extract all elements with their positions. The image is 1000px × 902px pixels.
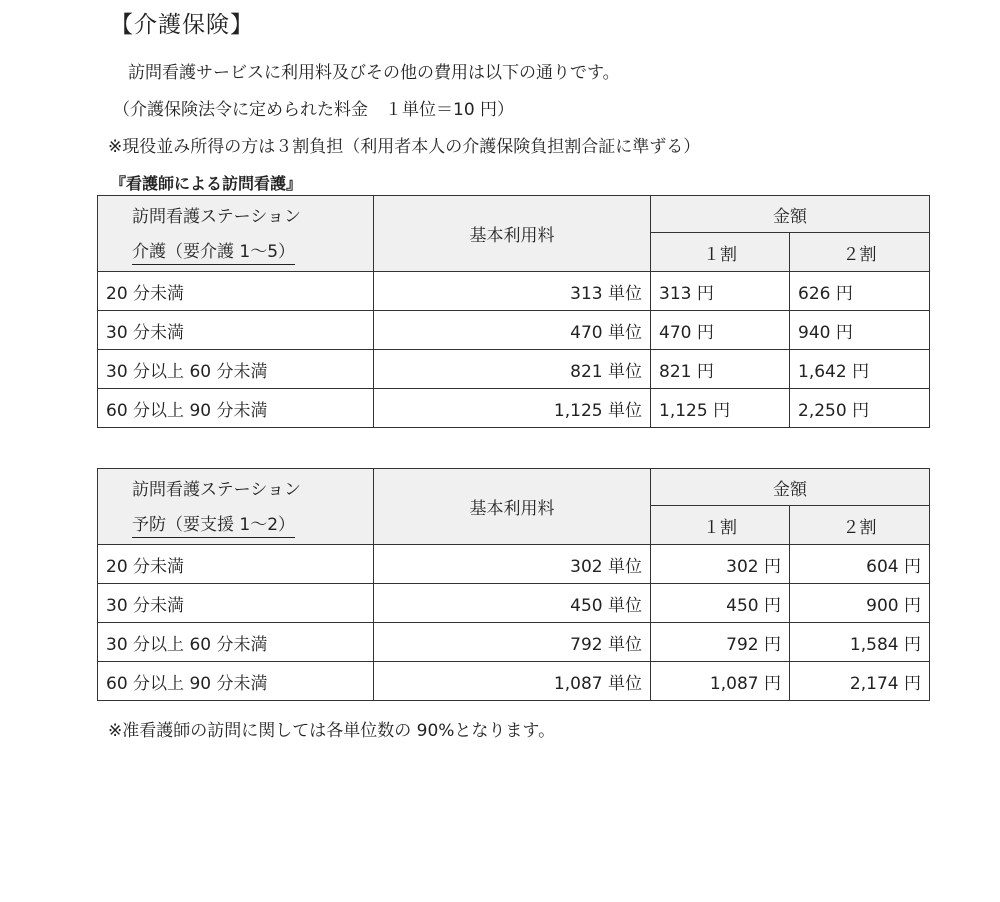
row-label: 20 分未満 xyxy=(98,272,374,311)
station-name: 訪問看護ステーション xyxy=(132,480,301,500)
row-units: 821 単位 xyxy=(374,350,651,389)
table-row xyxy=(98,311,930,350)
row-pct1: 821 円 xyxy=(651,350,790,389)
table-row xyxy=(98,545,930,584)
row-pct1: 1,125 円 xyxy=(651,389,790,428)
row-units: 1,087 単位 xyxy=(374,662,651,701)
row-label: 60 分以上 90 分未満 xyxy=(98,662,374,701)
table-row xyxy=(98,662,930,701)
pct1-header: １割 xyxy=(651,506,790,545)
row-label: 20 分未満 xyxy=(98,545,374,584)
row-units: 450 単位 xyxy=(374,584,651,623)
row-units: 313 単位 xyxy=(374,272,651,311)
pct2-header: ２割 xyxy=(790,233,930,272)
table-row xyxy=(98,623,930,662)
row-label: 30 分以上 60 分未満 xyxy=(98,350,374,389)
prevention-category: 予防（要支援 1～2） xyxy=(132,510,295,538)
row-label: 30 分未満 xyxy=(98,584,374,623)
row-pct2: 1,642 円 xyxy=(790,350,930,389)
pct1-header: １割 xyxy=(651,233,790,272)
row-pct2: 604 円 xyxy=(790,545,930,584)
basic-fee-header: 基本利用料 xyxy=(374,196,651,272)
table-row xyxy=(98,584,930,623)
row-units: 792 単位 xyxy=(374,623,651,662)
footnote: ※准看護師の訪問に関しては各単位数の 90%となります。 xyxy=(108,721,556,741)
table-row xyxy=(98,350,930,389)
section-title: 【介護保険】 xyxy=(110,12,254,38)
basic-fee-header: 基本利用料 xyxy=(374,469,651,545)
row-pct1: 470 円 xyxy=(651,311,790,350)
fee-table-care xyxy=(97,195,930,428)
amount-header: 金額 xyxy=(651,196,930,233)
row-pct2: 2,250 円 xyxy=(790,389,930,428)
fee-table-prevention xyxy=(97,468,930,701)
row-pct2: 1,584 円 xyxy=(790,623,930,662)
row-units: 470 単位 xyxy=(374,311,651,350)
table-row xyxy=(98,272,930,311)
care-category: 介護（要介護 1～5） xyxy=(132,237,295,265)
row-pct2: 900 円 xyxy=(790,584,930,623)
row-units: 302 単位 xyxy=(374,545,651,584)
row-label: 30 分未満 xyxy=(98,311,374,350)
station-header xyxy=(98,469,374,545)
intro-line-copay: ※現役並み所得の方は３割負担（利用者本人の介護保険負担割合証に準ずる） xyxy=(108,137,701,157)
row-label: 60 分以上 90 分未満 xyxy=(98,389,374,428)
station-header xyxy=(98,196,374,272)
sub-heading: 『看護師による訪問看護』 xyxy=(110,174,303,193)
row-pct2: 940 円 xyxy=(790,311,930,350)
table-row xyxy=(98,389,930,428)
row-pct1: 1,087 円 xyxy=(651,662,790,701)
intro-line-rate: （介護保険法令に定められた料金 １単位＝10 円） xyxy=(113,100,515,120)
row-pct1: 792 円 xyxy=(651,623,790,662)
station-name: 訪問看護ステーション xyxy=(132,207,301,227)
intro-line-fees: 訪問看護サービスに利用料及びその他の費用は以下の通りです。 xyxy=(128,63,620,83)
row-pct1: 313 円 xyxy=(651,272,790,311)
row-label: 30 分以上 60 分未満 xyxy=(98,623,374,662)
row-units: 1,125 単位 xyxy=(374,389,651,428)
amount-header: 金額 xyxy=(651,469,930,506)
row-pct1: 302 円 xyxy=(651,545,790,584)
row-pct2: 2,174 円 xyxy=(790,662,930,701)
row-pct2: 626 円 xyxy=(790,272,930,311)
pct2-header: ２割 xyxy=(790,506,930,545)
row-pct1: 450 円 xyxy=(651,584,790,623)
